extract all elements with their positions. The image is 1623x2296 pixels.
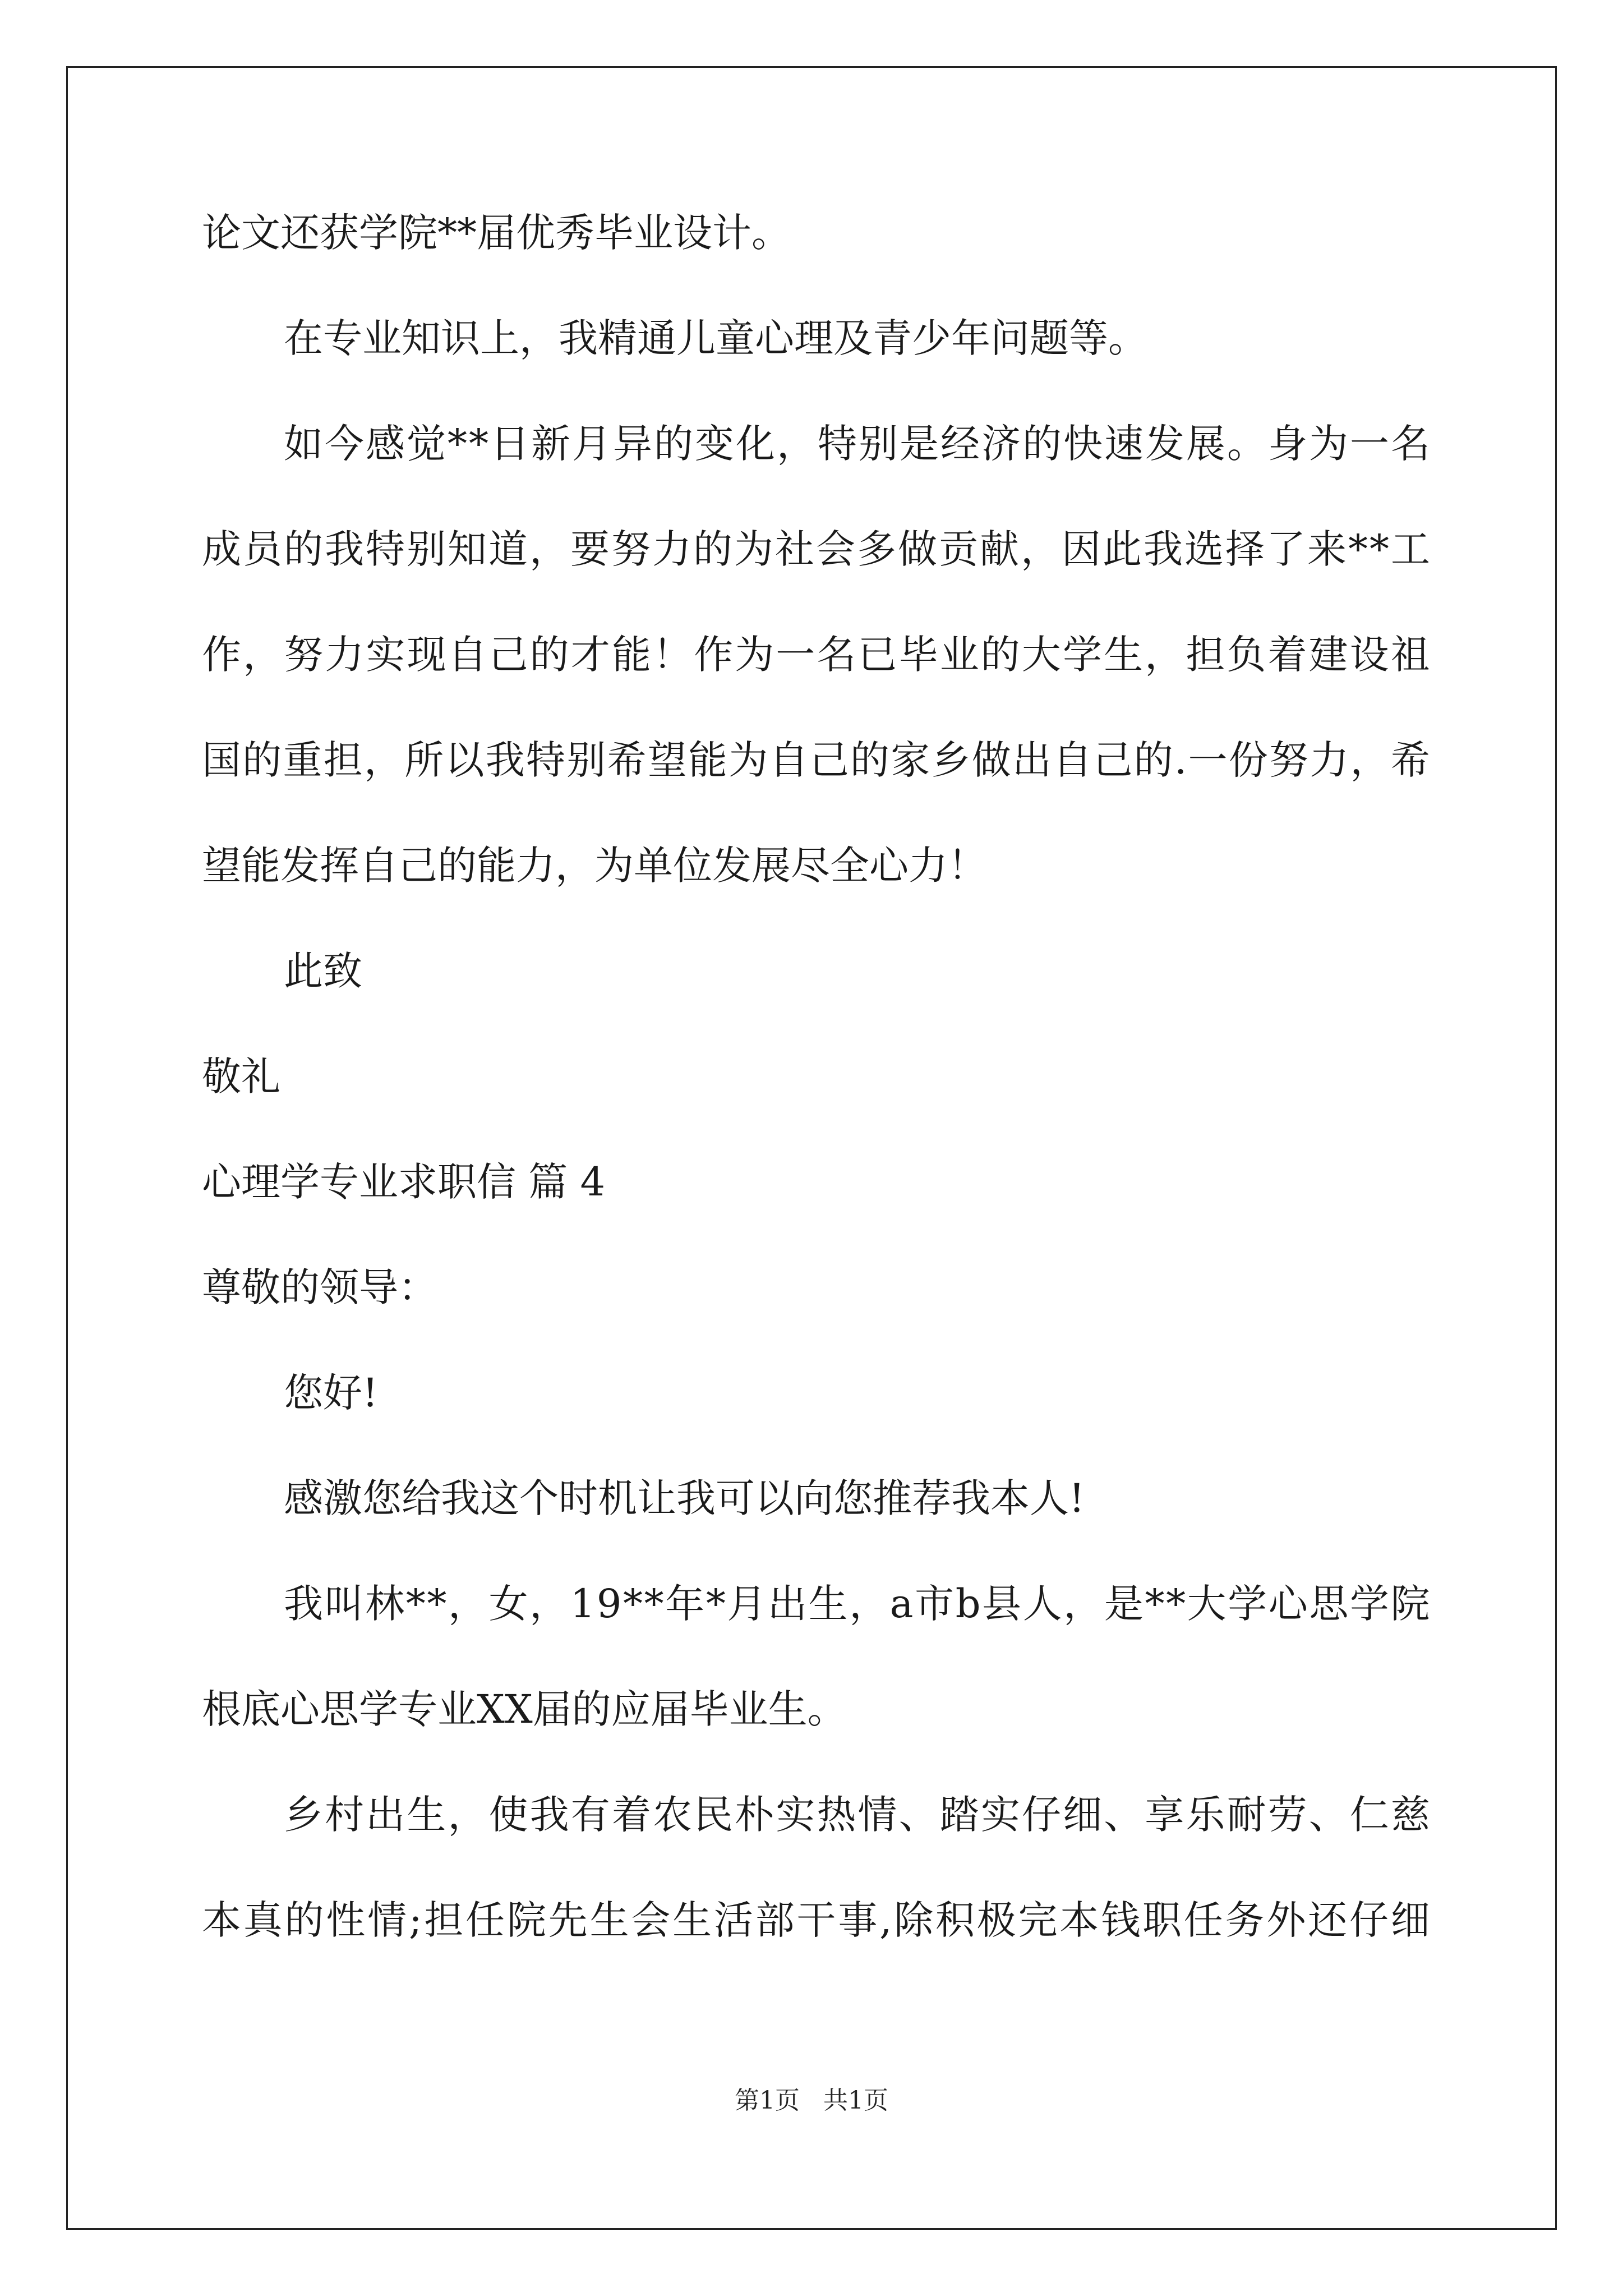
text-char: 乡 <box>284 1792 323 1838</box>
text-char: 村 <box>325 1792 365 1838</box>
text-char: 是 <box>900 421 939 467</box>
text-char: 已 <box>857 632 897 678</box>
text-char: 的 <box>284 1897 324 1943</box>
text-char: 希 <box>607 737 647 783</box>
text-char: 献 <box>980 526 1019 572</box>
text-line: 根底心思学专业XX届的应届毕业生。 <box>202 1686 847 1732</box>
text-char: 作 <box>202 632 241 678</box>
text-char: 朴 <box>735 1792 774 1838</box>
text-char: 设 <box>1349 632 1389 678</box>
text-char: 所 <box>404 737 444 783</box>
text-char: ， <box>1063 1581 1103 1627</box>
text-char: 力 <box>1310 737 1349 783</box>
text-char: 享 <box>1145 1792 1184 1838</box>
text-char: 市 <box>915 1581 955 1627</box>
text-char: 仁 <box>1349 1792 1389 1838</box>
text-char: 别 <box>859 421 898 467</box>
text-char: 年 <box>665 1581 705 1627</box>
text-char: 外 <box>1266 1897 1306 1943</box>
text-line: 此致 <box>284 948 362 994</box>
text-char: 希 <box>1390 737 1430 783</box>
text-char: 会 <box>816 526 855 572</box>
text-char: 贡 <box>939 526 978 572</box>
text-char: 的 <box>654 421 693 467</box>
text-char: 负 <box>1227 632 1266 678</box>
text-char: 出 <box>366 1792 405 1838</box>
text-char: 变 <box>695 421 734 467</box>
page-footer: 第1页 共1页 <box>735 2086 888 2115</box>
text-char: 了 <box>1266 526 1306 572</box>
text-char: 、 <box>898 1792 938 1838</box>
text-char: 会 <box>631 1897 671 1943</box>
text-char: 任 <box>1183 1897 1223 1943</box>
text-char: 县 <box>982 1581 1022 1627</box>
text-char: ， <box>1021 526 1060 572</box>
text-char: 本 <box>202 1897 241 1943</box>
text-line: 在专业知识上，我精通儿童心理及青少年问题等。 <box>284 315 1147 361</box>
text-char: 因 <box>1062 526 1101 572</box>
text-line: 您好! <box>284 1370 379 1416</box>
text-char: 知 <box>448 526 487 572</box>
text-char: 踏 <box>939 1792 979 1838</box>
text-char: ， <box>529 526 569 572</box>
text-char: 自 <box>769 737 809 783</box>
text-char: 出 <box>1012 737 1052 783</box>
text-char: 要 <box>570 526 610 572</box>
text-char: 活 <box>713 1897 753 1943</box>
text-char: 、 <box>1104 1792 1144 1838</box>
text-char: 快 <box>1063 421 1103 467</box>
text-char: 的 <box>1022 421 1062 467</box>
text-line <box>202 632 1430 740</box>
text-char: 干 <box>796 1897 836 1943</box>
text-char: 今 <box>325 421 364 467</box>
text-char: 的 <box>1133 737 1173 783</box>
text-char: 慈 <box>1390 1792 1430 1838</box>
text-char: 家 <box>891 737 930 783</box>
text-char: 名 <box>817 632 856 678</box>
text-char: 务 <box>1225 1897 1265 1943</box>
text-char: 自 <box>1053 737 1092 783</box>
text-char: 女 <box>488 1581 528 1627</box>
text-char: 的 <box>242 737 282 783</box>
text-char: 自 <box>448 632 487 678</box>
text-char: 异 <box>613 421 652 467</box>
text-char: 大 <box>1187 1581 1227 1627</box>
text-char: 有 <box>570 1792 610 1838</box>
text-char: 是 <box>1104 1581 1144 1627</box>
text-char: 出 <box>768 1581 807 1627</box>
text-char: 力 <box>325 632 365 678</box>
text-char: 己 <box>809 737 849 783</box>
text-char: 来 <box>1307 526 1347 572</box>
text-char: 生 <box>672 1897 712 1943</box>
text-char: 着 <box>611 1792 651 1838</box>
text-char: 仔 <box>1349 1897 1389 1943</box>
text-char: 身 <box>1268 421 1307 467</box>
text-char: 除 <box>894 1897 934 1943</box>
text-char: 社 <box>775 526 814 572</box>
text-char: 担 <box>424 1897 464 1943</box>
text-char: 担 <box>323 737 363 783</box>
text-char: 发 <box>1145 421 1184 467</box>
text-char: 学 <box>1062 632 1102 678</box>
text-char: 着 <box>1267 632 1307 678</box>
text-char: 份 <box>1228 737 1268 783</box>
text-char: 别 <box>407 526 446 572</box>
text-char: 为 <box>1309 421 1348 467</box>
text-char: 多 <box>857 526 896 572</box>
text-char: 能 <box>688 737 727 783</box>
text-char: 我 <box>284 1581 323 1627</box>
text-char: * <box>1145 1581 1165 1627</box>
text-char: 别 <box>566 737 606 783</box>
text-char: 此 <box>1103 526 1142 572</box>
text-line <box>202 1581 1430 1690</box>
text-char: 院 <box>506 1897 546 1943</box>
text-char: 大 <box>1021 632 1061 678</box>
text-char: 担 <box>1186 632 1225 678</box>
text-char: 建 <box>1308 632 1348 678</box>
text-char: 耐 <box>1227 1792 1266 1838</box>
text-char: ， <box>849 1581 889 1627</box>
text-char: 成 <box>202 526 241 572</box>
text-char: b <box>955 1581 981 1627</box>
text-char: 人 <box>1022 1581 1062 1627</box>
text-char: 情 <box>367 1897 407 1943</box>
text-char: 展 <box>1186 421 1225 467</box>
text-char: 本 <box>1059 1897 1099 1943</box>
text-char: ; <box>408 1897 422 1943</box>
text-char: 。 <box>1227 421 1266 467</box>
text-char: 实 <box>980 1792 1020 1838</box>
text-char: * <box>1348 526 1368 572</box>
text-char: 为 <box>734 526 773 572</box>
text-char: * <box>448 421 467 467</box>
text-char: 生 <box>407 1792 446 1838</box>
text-line: 敬礼 <box>202 1053 280 1099</box>
text-char: 乐 <box>1186 1792 1225 1838</box>
text-char: 情 <box>857 1792 897 1838</box>
text-char: 我 <box>325 526 364 572</box>
text-char: 国 <box>202 737 241 783</box>
text-char: 己 <box>1093 737 1133 783</box>
text-line: 心理学专业求职信 篇 4 <box>202 1159 606 1205</box>
text-char: 乡 <box>931 737 971 783</box>
text-char: 的 <box>284 526 323 572</box>
text-char: * <box>469 421 488 467</box>
text-char: 生 <box>589 1897 629 1943</box>
text-char: 特 <box>366 526 405 572</box>
text-char: 我 <box>529 1792 569 1838</box>
text-char: 学 <box>1350 1581 1390 1627</box>
text-char: 积 <box>935 1897 975 1943</box>
text-char: ！ <box>653 632 693 678</box>
text-char: 觉 <box>407 421 446 467</box>
text-char: 钱 <box>1101 1897 1141 1943</box>
text-char: 的 <box>850 737 889 783</box>
text-char: 部 <box>755 1897 795 1943</box>
text-char: * <box>644 1581 664 1627</box>
text-char: 农 <box>652 1792 692 1838</box>
text-char: 己 <box>488 632 528 678</box>
text-char: 叫 <box>324 1581 364 1627</box>
text-char: 生 <box>808 1581 848 1627</box>
text-char: * <box>1370 526 1389 572</box>
text-char: 努 <box>1269 737 1309 783</box>
text-char: 使 <box>488 1792 528 1838</box>
text-char: 感 <box>366 421 405 467</box>
text-char: 、 <box>1308 1792 1348 1838</box>
text-char: 以 <box>445 737 485 783</box>
text-char: 生 <box>1104 632 1144 678</box>
text-char: 工 <box>1391 526 1430 572</box>
text-char: 细 <box>1390 1897 1430 1943</box>
text-char: 为 <box>735 632 774 678</box>
text-char: 能 <box>611 632 651 678</box>
text-char: 一 <box>1188 737 1228 783</box>
text-char: * <box>1166 1581 1186 1627</box>
text-char: 祖 <box>1390 632 1430 678</box>
text-char: 民 <box>694 1792 734 1838</box>
text-char: 林 <box>365 1581 405 1627</box>
text-char: 济 <box>981 421 1021 467</box>
text-char: * <box>427 1581 447 1627</box>
text-char: 我 <box>1144 526 1183 572</box>
text-char: ， <box>1350 737 1390 783</box>
text-char: 如 <box>284 421 323 467</box>
text-char: ， <box>529 1581 569 1627</box>
text-char: 我 <box>485 737 525 783</box>
text-char: ， <box>448 1792 487 1838</box>
text-char: 毕 <box>898 632 938 678</box>
text-char: 月 <box>727 1581 767 1627</box>
text-char: 极 <box>976 1897 1016 1943</box>
text-char: 做 <box>971 737 1011 783</box>
text-line: 望能发挥自己的能力，为单位发展尽全心力！ <box>202 843 987 889</box>
text-char: ， <box>243 632 283 678</box>
text-char: 做 <box>898 526 937 572</box>
text-char: 特 <box>818 421 857 467</box>
text-char: 1 <box>570 1581 596 1627</box>
text-char: 努 <box>284 632 324 678</box>
text-char: 的 <box>980 632 1020 678</box>
text-char: 的 <box>693 526 732 572</box>
text-char: 道 <box>488 526 528 572</box>
text-char: ， <box>1145 632 1184 678</box>
text-char: 经 <box>940 421 980 467</box>
text-char: 重 <box>283 737 322 783</box>
text-line <box>202 1792 1430 1901</box>
text-char: 才 <box>570 632 610 678</box>
text-char: 的 <box>529 632 569 678</box>
text-char: 先 <box>548 1897 588 1943</box>
text-char: 性 <box>326 1897 366 1943</box>
text-char: . <box>1174 737 1187 783</box>
text-char: 望 <box>647 737 687 783</box>
text-char: * <box>405 1581 426 1627</box>
text-char: , <box>879 1897 892 1943</box>
text-char: 努 <box>611 526 651 572</box>
text-char: 选 <box>1184 526 1224 572</box>
text-char: 月 <box>572 421 611 467</box>
text-line <box>202 421 1430 530</box>
text-char: 完 <box>1018 1897 1058 1943</box>
text-char: 还 <box>1308 1897 1348 1943</box>
text-line <box>202 526 1430 635</box>
document-body <box>202 210 1430 2006</box>
text-line <box>202 737 1430 846</box>
text-char: 劳 <box>1267 1792 1307 1838</box>
text-char: 实 <box>366 632 405 678</box>
text-char: 实 <box>776 1792 815 1838</box>
text-line <box>202 1897 1430 2006</box>
text-char: 特 <box>526 737 565 783</box>
text-char: a <box>889 1581 914 1627</box>
text-char: * <box>706 1581 726 1627</box>
text-char: 速 <box>1104 421 1144 467</box>
text-char: 学 <box>1228 1581 1267 1627</box>
text-char: 业 <box>939 632 979 678</box>
text-char: 择 <box>1225 526 1265 572</box>
text-char: 细 <box>1063 1792 1103 1838</box>
text-char: 力 <box>652 526 691 572</box>
text-char: 现 <box>407 632 446 678</box>
text-char: ， <box>777 421 816 467</box>
text-char: 9 <box>596 1581 622 1627</box>
text-char: 为 <box>728 737 768 783</box>
text-char: 真 <box>243 1897 283 1943</box>
text-char: 心 <box>1268 1581 1308 1627</box>
text-char: 热 <box>817 1792 856 1838</box>
text-char: 作 <box>694 632 734 678</box>
text-char: 院 <box>1390 1581 1430 1627</box>
text-char: 一 <box>1350 421 1389 467</box>
text-char: 思 <box>1309 1581 1349 1627</box>
text-char: 事 <box>838 1897 878 1943</box>
text-char: 一 <box>776 632 815 678</box>
text-char: * <box>623 1581 643 1627</box>
text-char: 名 <box>1391 421 1430 467</box>
text-char: 职 <box>1142 1897 1182 1943</box>
text-char: 化 <box>736 421 775 467</box>
text-line: 尊敬的领导： <box>202 1264 437 1310</box>
text-char: ， <box>364 737 403 783</box>
text-line: 论文还获学院**届优秀毕业设计。 <box>202 210 791 256</box>
text-char: 员 <box>243 526 282 572</box>
text-char: 任 <box>465 1897 505 1943</box>
text-char: 新 <box>531 421 570 467</box>
text-char: 日 <box>490 421 529 467</box>
text-line: 感激您给我这个时机让我可以向您推荐我本人! <box>284 1475 1085 1521</box>
text-char: 仔 <box>1021 1792 1061 1838</box>
text-char: ， <box>448 1581 487 1627</box>
